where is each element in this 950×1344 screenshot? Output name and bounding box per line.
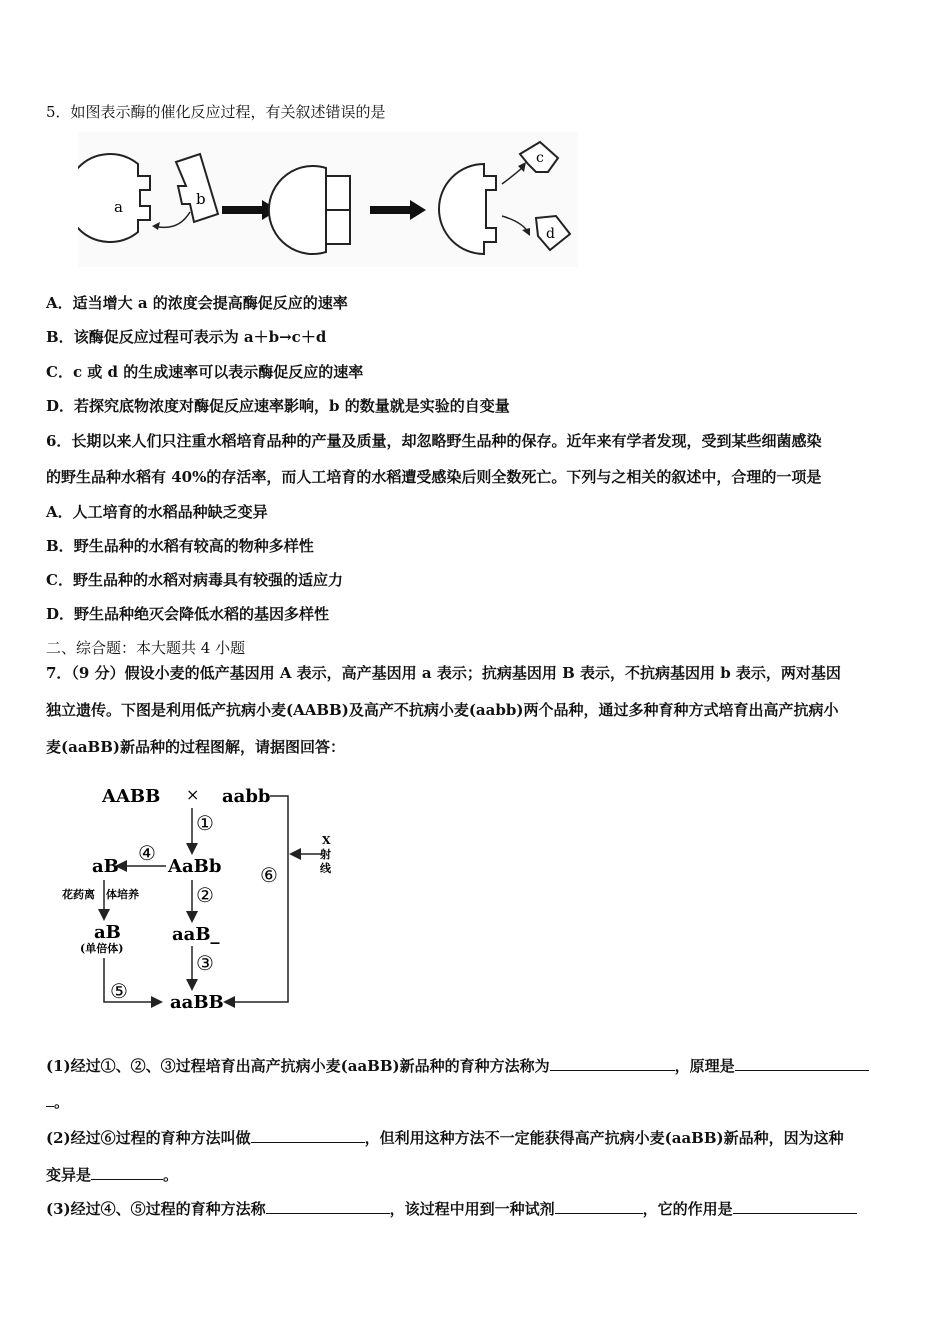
answer-blank-4[interactable]: [91, 1165, 163, 1180]
q5-option-b: B．该酶促反应过程可表示为 a＋b→c＋d: [46, 328, 327, 346]
cross-symbol: ×: [186, 785, 200, 804]
step-six: ⑥: [260, 863, 278, 887]
q7-sub2: (2)经过⑥过程的育种方法叫做 ，但利用这种方法不一定能获得高产抗病小麦(aaBB)新品种，因为这种: [46, 1129, 844, 1147]
q5-option-d: D．若探究底物浓度对酶促反应速率影响，b 的数量就是实验的自变量: [46, 397, 510, 415]
q6-stem-line1: 6．长期以来人们只注重水稻培育品种的产量及质量，却忽略野生品种的保存。近年来有学者发现，受到某些细菌感染: [46, 432, 822, 450]
q5-stem: 5．如图表示酶的催化反应过程，有关叙述错误的是: [46, 103, 386, 121]
selected-aab: aaB_: [172, 924, 220, 945]
label-b: b: [196, 190, 206, 208]
xray-label-x: X: [322, 834, 331, 847]
haploid-note: (单倍体): [80, 942, 124, 955]
answer-blank-2[interactable]: [735, 1056, 869, 1071]
q7-sub2-cont: 变异是 。: [46, 1166, 179, 1184]
target-aabb: aaBB: [170, 992, 224, 1013]
answer-blank-2-cont[interactable]: [46, 1092, 54, 1107]
answer-blank-1[interactable]: [550, 1056, 675, 1071]
q7-stem-line1: 7．（9 分）假设小麦的低产基因用 A 表示，高产基因用 a 表示；抗病基因用 B 表示，不抗病基因用 b 表示，两对基因: [46, 664, 841, 682]
path-six: [226, 796, 288, 1002]
q7-sub3: (3)经过④、⑤过程的育种方法称 ，该过程中用到一种试剂 ，它的作用是: [46, 1199, 857, 1219]
q6-option-d: D．野生品种绝灭会降低水稻的基因多样性: [46, 605, 330, 623]
q6-option-a: A．人工培育的水稻品种缺乏变异: [46, 503, 268, 521]
answer-blank-5[interactable]: [266, 1199, 390, 1214]
q6-stem-line2: 的野生品种水稻有 40%的存活率，而人工培育的水稻遭受感染后则全数死亡。下列与之相关的叙述中，合理的一项是: [46, 468, 822, 486]
enzyme-figure: [78, 132, 578, 267]
answer-blank-7[interactable]: [733, 1199, 857, 1214]
parent-aabb-low: AABB: [102, 786, 161, 807]
q7-stem-line3: 麦(aaBB)新品种的过程图解，请据图回答：: [46, 738, 345, 756]
label-d: d: [546, 226, 555, 242]
haploid-ab: aB: [94, 922, 121, 943]
section-heading: 二、综合题：本大题共 4 小题: [46, 639, 246, 657]
q6-option-b: B．野生品种的水稻有较高的物种多样性: [46, 537, 314, 555]
q7-stem-line2: 独立遗传。下图是利用低产抗病小麦(AABB)及高产不抗病小麦(aabb)两个品种，通过多种育种方式培育出高产抗病小: [46, 701, 839, 719]
step-five: ⑤: [110, 979, 128, 1003]
q7-sub1: (1)经过①、②、③过程培育出高产抗病小麦(aaBB)新品种的育种方法称为 ，原理是: [46, 1056, 869, 1076]
reaction-arrow-1: [222, 206, 262, 214]
gamete-ab: aB: [92, 856, 119, 877]
breeding-diagram: [60, 780, 360, 1020]
q5-option-a: A．适当增大 a 的浓度会提高酶促反应的速率: [46, 294, 348, 312]
label-a: a: [114, 198, 123, 216]
q5-option-c: C．c 或 d 的生成速率可以表示酶促反应的速率: [46, 363, 364, 381]
step-two: ②: [196, 883, 214, 907]
parent-aabb-high: aabb: [222, 786, 271, 807]
xray-label-xian: 线: [320, 862, 331, 875]
step-four: ④: [138, 841, 156, 865]
q6-option-c: C．野生品种的水稻对病毒具有较强的适应力: [46, 571, 343, 589]
xray-label-she: 射: [320, 848, 331, 861]
label-c: c: [536, 150, 544, 166]
q7-sub1-cont: 。: [46, 1092, 69, 1112]
step-three: ③: [196, 951, 214, 975]
reaction-arrow-2: [370, 206, 410, 214]
step-one: ①: [196, 811, 214, 835]
answer-blank-3[interactable]: [251, 1128, 365, 1143]
answer-blank-6[interactable]: [555, 1199, 643, 1214]
anther-culture-label: 花药离 体培养: [62, 888, 139, 901]
f1-aabb: AaBb: [168, 856, 222, 877]
